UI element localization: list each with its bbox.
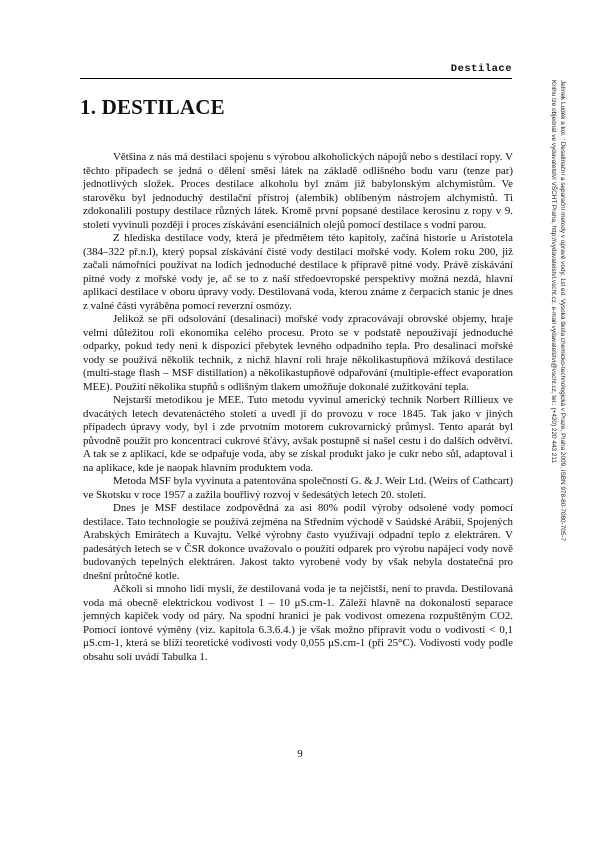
paragraph-6: Dnes je MSF destilace zodpovědná za asi 80% podíl výroby odsolené vody pomocí destilace. Tato technologie se používá zejména na Středním východě v Saúdské Arábii, Spojených Arabských Emirátech a Kuvajtu. Velké výrobny často využívají odpadní teplo z elektráren. V padesátých letech se v ČSR dokonce uvažovalo o použití odparek pro výrobu napájecí vody nově budovaných tepelných elektráren. Jakost takto vyrobené vody by však nebyla dostatečná pro dnešní průtočné kotle.	[83, 502, 513, 582]
paragraph-2: Z hlediska destilace vody, která je předmětem této kapitoly, začíná historie u Aristotela (384–322 př.n.l), který popsal získávání čisté vody destilací mořské vody. Kolem roku 200, již začali námořníci používat na lodích jednoduché destilace k přípravě pitné vody. Právě získávání pitné vody z mořské vody je, ač se to z naší středoevropské perspektivy možná nezdá, hlavní aplikací destilace v oboru úpravy vody. Destilovaná voda, kterou známe z čerpacích stanic je dnes z valné části vyráběna pomocí reverzní osmózy.	[83, 232, 513, 312]
body-text	[83, 151, 513, 664]
running-header: Destilace	[450, 63, 512, 75]
side-citation-line-2: Knihu lze objednat ve vydavatelství VŠCHT Praha, http://vydavatelstvi.vscht.cz, e-mail vydavatelstvi@vscht.cz, tel.: (+420) 220 443 211	[550, 80, 557, 463]
paragraph-7: Ačkoli si mnoho lidí myslí, že destilovaná voda je ta nejčistší, není to pravda. Destilovaná voda má obecně elektrickou vodivost 1 – 10 μS.cm-1. Záleží hlavně na dokonalosti separace jemných kapiček vody od páry. Na spodní hranici je pak vodivost omezena rozpuštěným CO2. Pomocí iontové výměny (viz. kapitola 6.3.6.4.) je však možno připravit vodu o vodivosti < 0,1 μS.cm-1, která se blíží teoretické vodivosti vody 0,055 μS.cm-1 (při 25°C). Vodivosti vody podle obsahu solí uvádí Tabulka 1.	[83, 583, 513, 663]
chapter-title: 1. DESTILACE	[80, 95, 225, 119]
paragraph-1: Většina z nás má destilaci spojenu s výrobou alkoholických nápojů nebo s destilací ropy. V těchto případech se jedná o dělení směsi látek na základě odlišného bodu varu (tenze par) jednotlivých složek. Proces destilace alkoholu byl znám již babylonským alchymistům. Ve starověku byl jednoduchý destilační přístroj (alembik) oblíbeným nástrojem alchymistů. Ti zdokonalili postupy destilace různých látek. Kromě první popsané destilace kerosinu z ropy v 9. století vyvinuli později i proces získávání esenciálních olejů pomocí destilace s vodní parou.	[83, 151, 513, 231]
side-citation	[549, 80, 567, 720]
paragraph-3: Jelikož se při odsolování (desalinaci) mořské vody zpracovávají obrovské objemy, hraje velmi důležitou roli ekonomika celého procesu. Proto se v podstatě nepoužívají jednoduché odparky, pokud tedy není k dispozici přebytek levného odpadního tepla. Pro desalinaci mořské vody se používá několik technik, z nichž hlavní roli hraje několikastupňová mžiková destilace (multi-stage flash – MSF distillation) a několikastupňové odpařování (multiple-effect evaporation MEE). Použití několika stupňů s odlišným tlakem umožňuje dokonalé zužitkování tepla.	[83, 313, 513, 393]
paragraph-5: Metoda MSF byla vyvinuta a patentována společností G. & J. Weir Ltd. (Weirs of Cathcart) ve Skotsku v roce 1957 a zažila bouřlivý rozvoj v šedesátých letech 20. století.	[83, 475, 513, 501]
paragraph-4: Nejstarší metodikou je MEE. Tuto metodu vyvinul americký technik Norbert Rillieux ve dvacátých letech devatenáctého století a uvedl jí do provozu v roce 1845. Tak jako v jiných případech úpravy vody, byl i zde prvotním motorem cukrovarnický průmysl. Tento aparát byl původně použit pro koncentraci cukrové šťávy, avšak postupně si našel cestu i do dalších odvětví. A tak se z aplikací, kde se odpařuje voda, aby se získal produkt jako je cukr nebo sůl, adaptoval i na aplikace, kde je naopak hlavním produktem voda.	[83, 394, 513, 474]
header-rule	[80, 78, 512, 79]
side-citation-line-1: Jelínek Luděk a kol. : Desalinační a separační metody v úpravě vody, 1st ed. Vysoká škola chemicko-technologická v Praze, Praha 2009, ISBN 978-80-7080-705-7	[559, 80, 566, 542]
page-number: 9	[297, 748, 303, 760]
